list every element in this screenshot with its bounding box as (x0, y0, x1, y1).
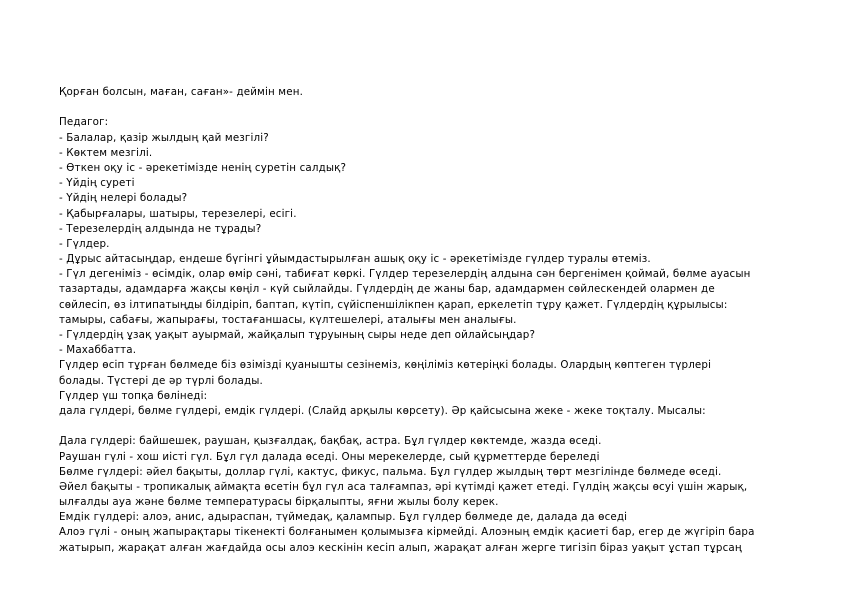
text-line: - Дұрыс айтасыңдар, ендеше бүгінгі ұйымдастырылған ашық оқу іс - әрекетімізде гүлдер туралы өтеміз. (59, 253, 651, 266)
text-line: дала гүлдері, бөлме гүлдері, емдік гүлдері. (Слайд арқылы көрсету). Әр қайсысына жеке - жеке тоқталу. Мысалы: (59, 404, 706, 417)
text-line: Бөлме гүлдері: әйел бақыты, доллар гүлі, кактус, фикус, пальма. Бұл гүлдер жылдың төрт мезгілінде бөлмеде өседі. (59, 465, 722, 478)
text-line: - Үйдің нелері болады? (59, 192, 188, 205)
text-line: - Көктем мезгілі. (59, 146, 153, 159)
text-line: Педагог: (59, 116, 109, 129)
text-line: тазартады, адамдарға жақсы көңіл - күй сыйлайды. Гүлдердің де жаны бар, адамдармен сөйлескендей олармен де (59, 283, 715, 296)
text-line: Гүлдер өсіп тұрған бөлмеде біз өзімізді қуанышты сезінеміз, көңіліміз көтеріңкі болады. Олардың көптеген түрлері (59, 359, 712, 372)
text-line: ылғалды ауа және бөлме температурасы бірқалыпты, яғни жылы болу керек. (59, 496, 499, 509)
blank-line (59, 419, 829, 434)
document-body (59, 85, 829, 556)
text-line: - Өткен оқу іс - әрекетімізде ненің суретін салдық? (59, 161, 347, 174)
text-line: Раушан гүлі - хош иісті гүл. Бұл гүл далада өседі. Оны мерекелерде, сый құрметтерде береледі (59, 450, 600, 463)
text-line: - Гүлдердің ұзақ уақыт ауырмай, жайқалып тұруының сыры неде деп ойлайсыңдар? (59, 329, 536, 341)
text-line: - Қабырғалары, шатыры, терезелері, есігі. (59, 207, 297, 220)
text-line: - Үйдің суреті (59, 177, 135, 190)
text-line: жатырып, жарақат алған жағдайда осы алоэ кескінін кесіп алып, жарақат алған жерге тигізіп біраз уақыт ұстап тұрсаң (59, 541, 742, 554)
text-line: Емдік гүлдері: алоэ, анис, адыраспан, түймедақ, қалампыр. Бұл гүлдер бөлмеде де, далада да өседі (59, 511, 628, 524)
text-line: Әйел бақыты - тропикалық аймақта өсетін бұл гүл аса талғампаз, әрі күтімді қажет етеді. Гүлдің жақсы өсуі үшін жарық, (59, 480, 748, 493)
text-line: - Гүл дегеніміз - өсімдік, олар өмір сәні, табиғат көркі. Гүлдер терезелердің алдына сән бергенімен қоймай, бөлме ауасын (59, 268, 751, 281)
text-line: Дала гүлдері: байшешек, раушан, қызғалдақ, бақбақ, астра. Бұл гүлдер көктемде, жазда өседі. (59, 435, 602, 448)
text-line: - Гүлдер. (59, 237, 110, 250)
text-line: болады. Түстері де әр түрлі болады. (59, 374, 263, 387)
text-line: Гүлдер үш топқа бөлінеді: (59, 389, 208, 402)
text-line: тамыры, сабағы, жапырағы, тостағаншасы, күлтешелері, аталығы мен аналығы. (59, 313, 517, 326)
text-line: - Терезелердің алдында не тұрады? (59, 222, 262, 235)
text-line: - Махаббатта. (59, 344, 137, 357)
text-line: Алоэ гүлі - оның жапырақтары тікенекті болғанымен қолымызға кірмейді. Алоэның емдік қасиеті бар, егер де жүгіріп бара (59, 526, 755, 539)
blank-line (59, 100, 829, 115)
text-line: Қорған болсын, маған, саған»- деймін мен. (59, 86, 304, 98)
text-line: - Балалар, қазір жылдың қай мезгілі? (59, 131, 269, 144)
text-line: сөйлесіп, өз ілтипатыңды білдіріп, баптап, күтіп, сүйіспеншілікпен қарап, еркелетіп тұру қажет. Гүлдердің құрылысы: (59, 298, 728, 311)
